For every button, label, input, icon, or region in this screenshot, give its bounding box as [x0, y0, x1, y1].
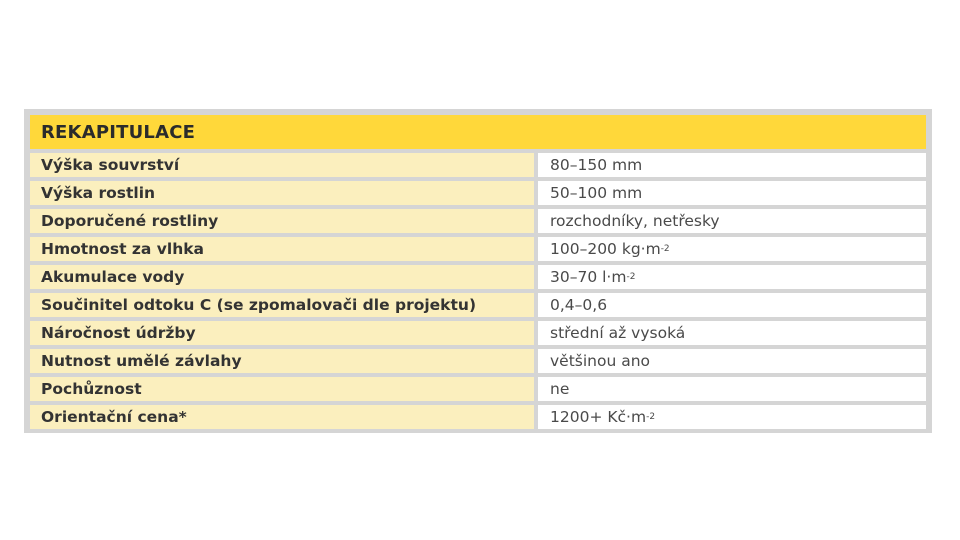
row-label: Pochůznost: [30, 377, 534, 401]
value-text: 100–200 kg·m: [550, 240, 661, 258]
value-text: 30–70 l·m: [550, 268, 627, 286]
row-value: [538, 349, 926, 373]
value-text: rozchodníky, netřesky: [550, 212, 720, 230]
row-value: [538, 209, 926, 233]
row-value: [538, 181, 926, 205]
table-title: REKAPITULACE: [30, 115, 926, 149]
row-label: Doporučené rostliny: [30, 209, 534, 233]
row-label: Hmotnost za vlhka: [30, 237, 534, 261]
table-row: [30, 181, 926, 205]
table-row: [30, 209, 926, 233]
table-row: [30, 405, 926, 429]
summary-table: [24, 109, 932, 433]
row-value: [538, 153, 926, 177]
value-text: 80–150 mm: [550, 156, 643, 174]
table-row: [30, 265, 926, 289]
row-label: Orientační cena*: [30, 405, 534, 429]
row-value: 1200+ Kč·m -2: [538, 405, 926, 429]
value-text: střední až vysoká: [550, 324, 686, 342]
table-row: [30, 349, 926, 373]
row-value: 30–70 l·m -2: [538, 265, 926, 289]
row-label: Náročnost údržby: [30, 321, 534, 345]
row-value: [538, 377, 926, 401]
row-label: Nutnost umělé závlahy: [30, 349, 534, 373]
table-row: [30, 237, 926, 261]
table-row: [30, 377, 926, 401]
value-text: 50–100 mm: [550, 184, 643, 202]
row-label: Výška rostlin: [30, 181, 534, 205]
table-row: [30, 321, 926, 345]
row-label: Akumulace vody: [30, 265, 534, 289]
row-value: [538, 293, 926, 317]
row-label: Součinitel odtoku C (se zpomalovači dle projektu): [30, 293, 534, 317]
table-row: [30, 293, 926, 317]
value-text: 0,4–0,6: [550, 296, 608, 314]
row-value: [538, 321, 926, 345]
row-label: Výška souvrství: [30, 153, 534, 177]
row-value: 100–200 kg·m -2: [538, 237, 926, 261]
value-text: 1200+ Kč·m: [550, 408, 647, 426]
value-text: ne: [550, 380, 570, 398]
table-row: [30, 153, 926, 177]
value-text: většinou ano: [550, 352, 651, 370]
